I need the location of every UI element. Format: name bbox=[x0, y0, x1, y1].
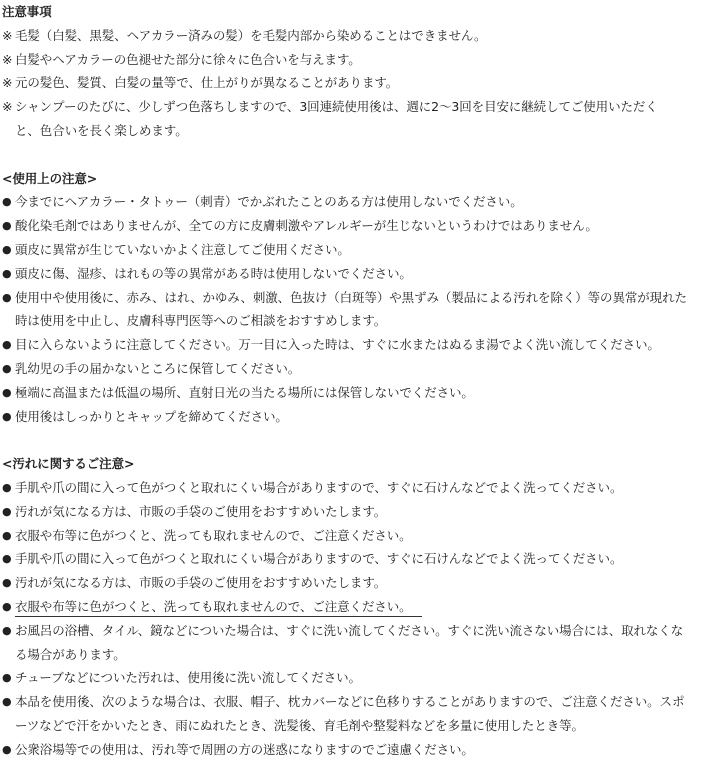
stains-item-continuation: ーツなどで汗をかいたとき、雨にぬれたとき、洗髪後、育毛剤や整髪料などを多量に使用したとき等。 bbox=[15, 717, 584, 733]
usage-item-text: 極端に高温または低温の場所、直射日光の当たる場所には保管しないでください。 bbox=[15, 384, 474, 400]
bullet-icon: ● bbox=[2, 385, 12, 399]
usage-item bbox=[2, 262, 718, 286]
notes-item-text: 白髪やヘアカラーの色褪せた部分に徐々に色合いを与えます。 bbox=[15, 51, 361, 67]
bullet-icon: ● bbox=[2, 195, 12, 209]
stains-item bbox=[2, 547, 718, 571]
bullet-icon: ● bbox=[2, 242, 12, 256]
usage-item-text: 今までにヘアカラー・タトゥー（刺青）でかぶれたことのある方は使用しないでください。 bbox=[15, 194, 523, 210]
usage-item-text: 頭皮に傷、湿疹、はれもの等の異常がある時は使用しないでください。 bbox=[15, 265, 412, 281]
usage-item bbox=[2, 381, 718, 405]
usage-item bbox=[2, 357, 718, 381]
usage-title: <使用上の注意> bbox=[2, 170, 98, 186]
bullet-icon: ● bbox=[2, 623, 12, 637]
reference-mark: ※ bbox=[2, 99, 13, 115]
usage-item-continuation: 時は使用を中止し、皮膚科専門医等へのご相談をおすすめします。 bbox=[15, 313, 387, 329]
stains-item-text: 本品を使用後、次のような場合は、衣服、帽子、枕カバーなどに色移りすることがありますので、ご注意ください。スポ bbox=[15, 694, 685, 710]
stains-item bbox=[2, 738, 718, 762]
usage-item-text: 使用中や使用後に、赤み、はれ、かゆみ、刺激、色抜け（白斑等）や黒ずみ（製品による汚れを除く）等の異常が現れた bbox=[15, 289, 687, 305]
bullet-icon: ● bbox=[2, 338, 12, 352]
usage-item-text: 目に入らないように注意してください。万一目に入った時は、すぐに水またはぬるま湯でよく洗い流してください。 bbox=[15, 337, 660, 353]
stains-item-text: 汚れが気になる方は、市販の手袋のご使用をおすすめいたします。 bbox=[15, 503, 387, 519]
usage-item bbox=[2, 214, 718, 238]
usage-item-text: 使用後はしっかりとキャップを締めてください。 bbox=[15, 408, 288, 424]
usage-item bbox=[2, 190, 718, 214]
bullet-icon: ● bbox=[2, 219, 12, 233]
stains-title: <汚れに関するご注意> bbox=[2, 456, 135, 472]
bullet-icon: ● bbox=[2, 576, 12, 590]
usage-item bbox=[2, 405, 718, 429]
notes-item-text: 元の髪色、髪質、白髪の量等で、仕上がりが異なることがあります。 bbox=[15, 75, 399, 91]
stains-item bbox=[2, 690, 718, 714]
bullet-icon: ● bbox=[2, 671, 12, 685]
bullet-icon: ● bbox=[2, 552, 12, 566]
bullet-icon: ● bbox=[2, 599, 12, 613]
notes-item-text: 毛髪（白髪、黒髪、ヘアカラー済みの髪）を毛髪内部から染めることはできません。 bbox=[15, 27, 487, 43]
usage-item-text: 酸化染毛剤ではありませんが、全ての方に皮膚刺激やアレルギーが生じないというわけではありません。 bbox=[15, 218, 598, 234]
bullet-icon: ● bbox=[2, 504, 12, 518]
stains-item-text-wrap bbox=[15, 595, 718, 619]
stains-item-text-underlined: 衣服や布等に色がつくと、洗っても取れませんので、ご注意ください。 bbox=[15, 598, 422, 617]
stains-item bbox=[2, 476, 718, 500]
usage-item-text: 頭皮に異常が生じていないかよく注意してご使用ください。 bbox=[15, 241, 350, 257]
notes-item bbox=[2, 71, 718, 95]
reference-mark: ※ bbox=[2, 27, 13, 43]
notes-item-continuation: と、色合いを長く楽しめます。 bbox=[15, 122, 188, 138]
stains-item bbox=[2, 500, 718, 524]
stains-item-continuation: る場合があります。 bbox=[15, 646, 126, 662]
bullet-icon: ● bbox=[2, 695, 12, 709]
stains-item bbox=[2, 619, 718, 643]
spacer bbox=[2, 143, 718, 167]
notes-title: 注意事項 bbox=[2, 4, 52, 19]
usage-item bbox=[2, 333, 718, 357]
bullet-icon: ● bbox=[2, 266, 12, 280]
spacer bbox=[2, 428, 718, 452]
notes-item bbox=[2, 24, 718, 48]
stains-item-text: 公衆浴場等での使用は、汚れ等で周囲の方の迷惑になりますのでご遠慮ください。 bbox=[15, 741, 474, 757]
bullet-icon: ● bbox=[2, 480, 12, 494]
stains-item-text: お風呂の浴槽、タイル、鏡などについた場合は、すぐに洗い流してください。すぐに洗い流さない場合には、取れなくな bbox=[15, 622, 684, 638]
notes-item bbox=[2, 95, 718, 119]
usage-item bbox=[2, 238, 718, 262]
usage-item-text: 乳幼児の手の届かないところに保管してください。 bbox=[15, 360, 301, 376]
reference-mark: ※ bbox=[2, 75, 13, 91]
usage-item bbox=[2, 286, 718, 310]
notes-item bbox=[2, 48, 718, 72]
bullet-icon: ● bbox=[2, 742, 12, 756]
stains-item-text: 衣服や布等に色がつくと、洗っても取れませんので、ご注意ください。 bbox=[15, 527, 412, 543]
stains-item bbox=[2, 571, 718, 595]
stains-item bbox=[2, 666, 718, 690]
reference-mark: ※ bbox=[2, 51, 13, 67]
stains-item bbox=[2, 595, 718, 619]
stains-item-text: 汚れが気になる方は、市販の手袋のご使用をおすすめいたします。 bbox=[15, 575, 387, 591]
stains-item-text: 手肌や爪の間に入って色がつくと取れにくい場合がありますので、すぐに石けんなどでよく洗ってください。 bbox=[15, 479, 623, 495]
notes-item-text: シャンプーのたびに、少しずつ色落ちしますので、3回連続使用後は、週に2〜3回を目安に継続してご使用いただく bbox=[15, 99, 658, 115]
bullet-icon: ● bbox=[2, 528, 12, 542]
stains-item-text: チューブなどについた汚れは、使用後に洗い流してください。 bbox=[15, 670, 361, 686]
bullet-icon: ● bbox=[2, 361, 12, 375]
stains-item bbox=[2, 524, 718, 548]
stains-item-text: 手肌や爪の間に入って色がつくと取れにくい場合がありますので、すぐに石けんなどでよく洗ってください。 bbox=[15, 551, 623, 567]
bullet-icon: ● bbox=[2, 290, 12, 304]
bullet-icon: ● bbox=[2, 409, 12, 423]
